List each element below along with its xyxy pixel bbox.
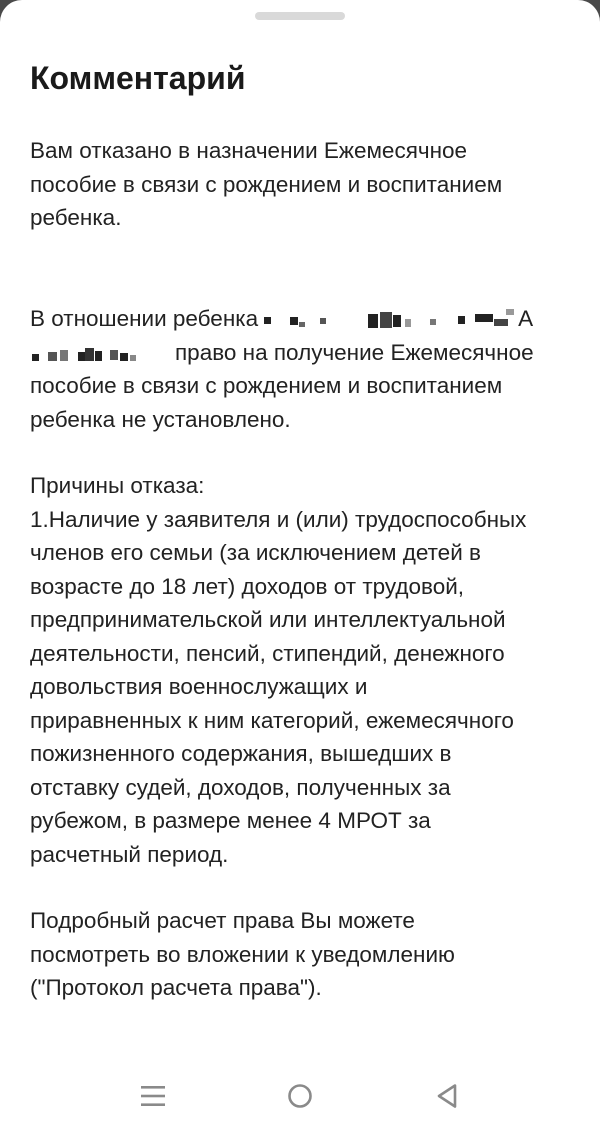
text-line: членов его семьи (за исключением детей в [30, 540, 481, 565]
child-paragraph [30, 302, 575, 436]
recent-apps-button[interactable] [123, 1066, 183, 1126]
text-line: пособие в связи с рождением и воспитанием [30, 373, 503, 398]
text-line: ребенка не установлено. [30, 406, 291, 432]
text-line: Подробный расчет права Вы можете [30, 908, 415, 933]
back-icon [435, 1083, 459, 1109]
child-prefix-text: В отношении ребенка [30, 306, 259, 331]
text-line: пособие в связи с рождением и воспитанием [30, 171, 503, 197]
text-line: 1.Наличие у заявителя и (или) трудоспособных [30, 506, 527, 532]
text-line: Причины отказа: [30, 473, 205, 498]
calculation-paragraph [30, 904, 575, 1005]
menu-icon [140, 1084, 166, 1108]
right-text: право на получение Ежемесячное [175, 339, 534, 365]
text-line: пожизненного содержания, вышедших в [30, 741, 452, 766]
text-line: довольствия военнослужащих и [30, 674, 368, 699]
text-line: деятельности, пенсий, стипендий, денежного [30, 640, 505, 666]
text-line: возрасте до 18 лет) доходов от трудовой, [30, 573, 465, 599]
back-button[interactable] [417, 1066, 477, 1126]
text-line: расчетный период. [30, 841, 229, 867]
refusal-paragraph [30, 134, 575, 235]
text-line: предпринимательской или интеллектуальной [30, 607, 506, 632]
text-line: Вам отказано в назначении Ежемесячное [30, 138, 468, 163]
sheet-title: Комментарий [30, 60, 246, 96]
text-line [30, 302, 575, 336]
home-button[interactable] [270, 1066, 330, 1126]
redacted-name [30, 343, 145, 365]
text-line [30, 336, 575, 370]
text-line: ("Протокол расчета права"). [30, 975, 322, 1000]
child-suffix-text: А [518, 306, 534, 331]
reasons-paragraph [30, 469, 575, 871]
redacted-name [260, 309, 518, 331]
system-navigation-bar [0, 1066, 600, 1126]
sheet-drag-handle[interactable] [255, 12, 345, 20]
text-line: посмотреть во вложении к уведомлению [30, 941, 455, 967]
text-line: ребенка. [30, 205, 122, 230]
text-line: рубежом, в размере менее 4 МРОТ за [30, 808, 431, 833]
home-icon [287, 1083, 313, 1109]
text-line: приравненных к ним категорий, ежемесячного [30, 707, 514, 733]
text-line: отставку судей, доходов, полученных за [30, 774, 451, 800]
